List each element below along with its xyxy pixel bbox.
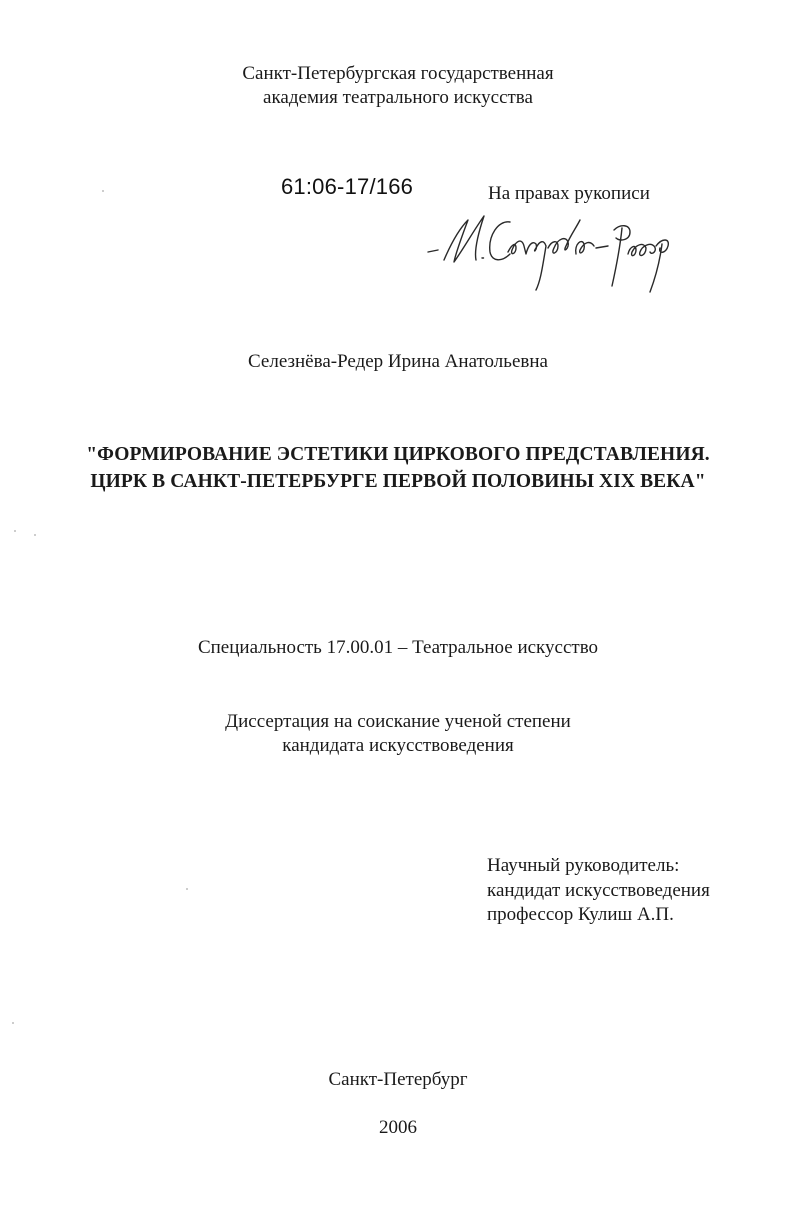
catalog-number: 61:06-17/166 [281,174,414,199]
rights-note: На правах рукописи [488,183,650,204]
supervisor-block [487,854,710,928]
supervisor-label: Научный руководитель: [487,855,680,876]
title-line-2: ЦИРК В САНКТ-ПЕТЕРБУРГЕ ПЕРВОЙ ПОЛОВИНЫ XIX ВЕКА" [90,471,706,492]
scan-speck [34,534,36,536]
scan-speck [102,190,104,192]
institution-line-1: Санкт-Петербургская государственная [242,63,554,84]
handwritten-signature [424,208,674,298]
scan-speck [14,530,16,532]
title-line-1: "ФОРМИРОВАНИЕ ЭСТЕТИКИ ЦИРКОВОГО ПРЕДСТАВЛЕНИЯ. [86,444,710,465]
degree-line-2: кандидата искусствоведения [282,735,514,756]
degree-statement [0,710,796,758]
scan-speck [186,888,188,890]
institution-name [0,62,796,110]
scan-speck [12,1022,14,1024]
dissertation-title [0,441,796,495]
supervisor-name: профессор Кулиш А.П. [487,904,674,925]
degree-line-1: Диссертация на соискание ученой степени [225,711,571,732]
specialty: Специальность 17.00.01 – Театральное искусство [197,637,599,658]
author-name: Селезнёва-Редер Ирина Анатольевна [248,351,548,372]
city: Санкт-Петербург [328,1069,468,1090]
year: 2006 [379,1117,417,1138]
supervisor-degree: кандидат искусствоведения [487,879,710,901]
institution-line-2: академия театрального искусства [263,87,533,108]
